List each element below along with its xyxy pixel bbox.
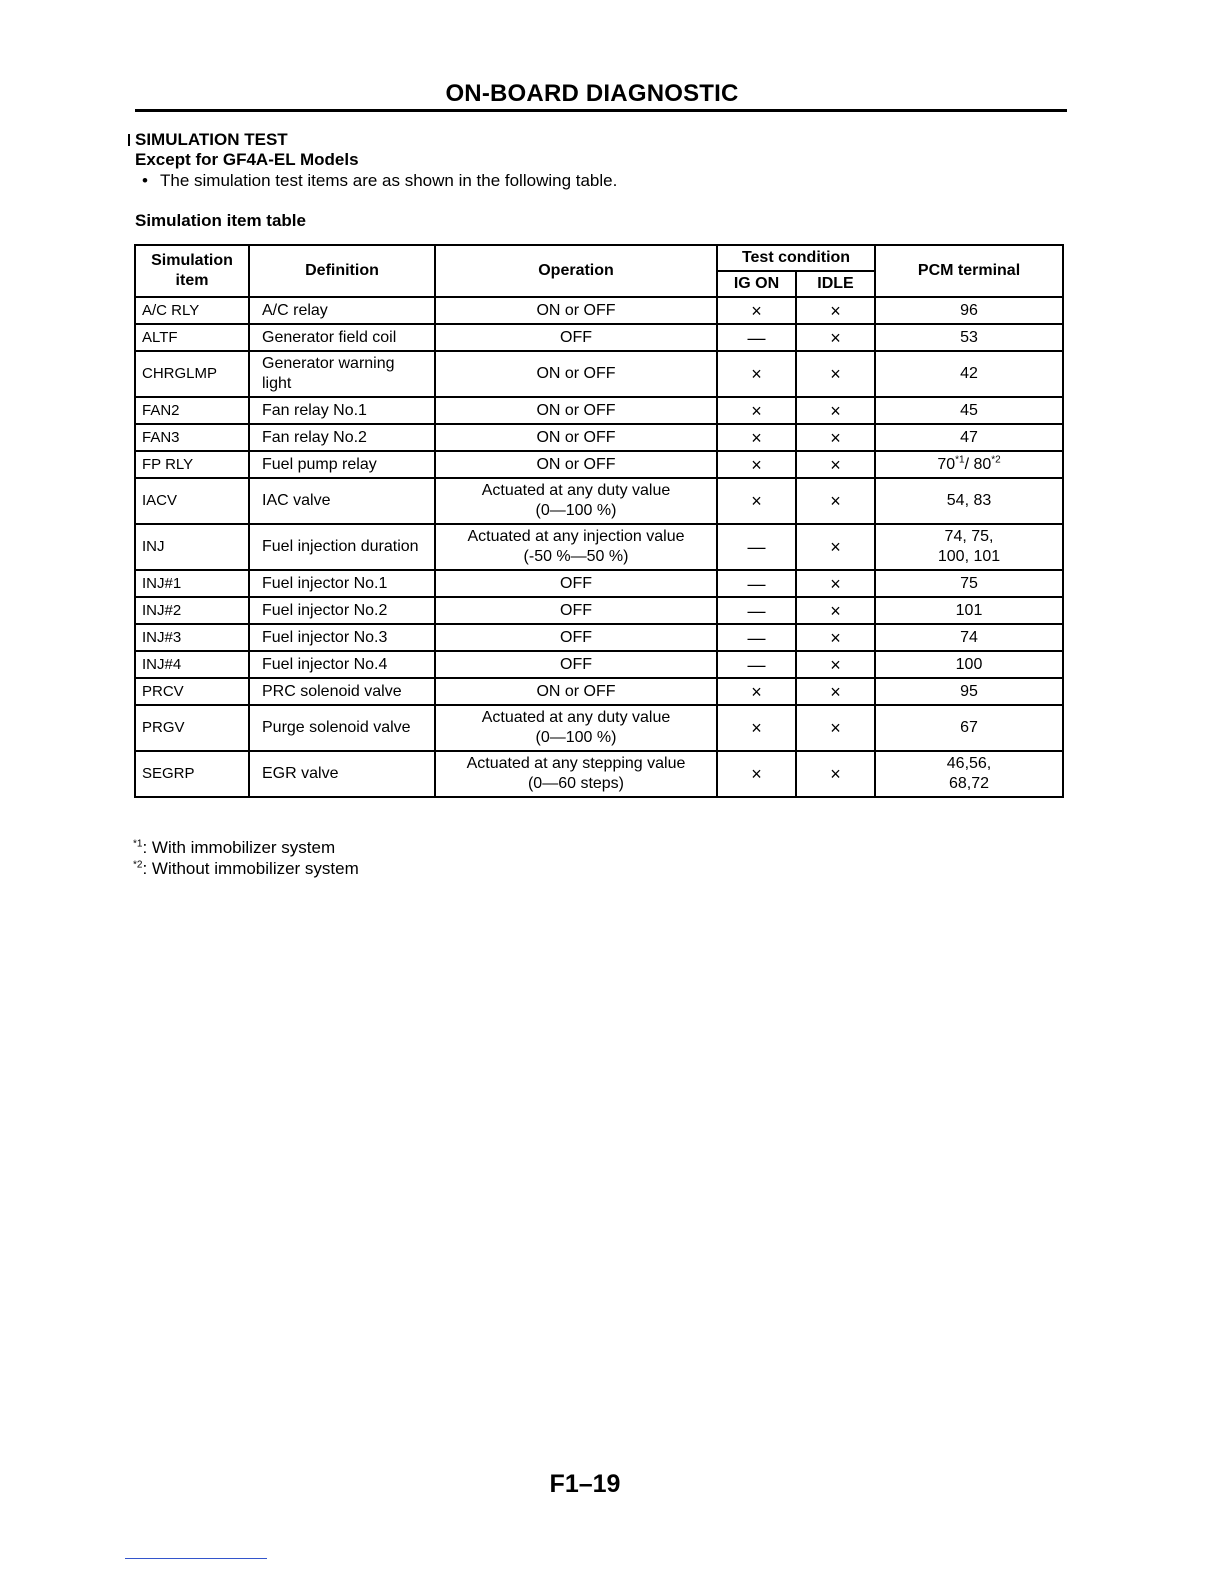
header-test-condition: Test condition bbox=[717, 245, 875, 271]
cell-idle: × bbox=[796, 705, 875, 751]
header-ig-on: IG ON bbox=[717, 271, 796, 297]
cell-item: PRGV bbox=[135, 705, 249, 751]
cell-operation: ON or OFF bbox=[435, 397, 717, 424]
footnote-text: : With immobilizer system bbox=[142, 838, 336, 857]
cell-idle: × bbox=[796, 397, 875, 424]
cell-pcm-terminal: 67 bbox=[875, 705, 1063, 751]
cell-ig-on: — bbox=[717, 324, 796, 351]
cell-idle: × bbox=[796, 297, 875, 324]
bottom-rule bbox=[125, 1558, 267, 1559]
pcm-line-2: 100, 101 bbox=[937, 548, 1001, 565]
operation-line-2: (0—100 %) bbox=[535, 729, 617, 746]
cell-operation bbox=[435, 705, 717, 751]
cell-idle: × bbox=[796, 478, 875, 524]
cell-operation bbox=[435, 478, 717, 524]
cell-definition: Generator field coil bbox=[249, 324, 435, 351]
section-marker bbox=[128, 134, 130, 146]
footnote-2 bbox=[133, 858, 359, 879]
cell-operation: OFF bbox=[435, 570, 717, 597]
footnote-text: : Without immobilizer system bbox=[142, 859, 359, 878]
cell-operation: OFF bbox=[435, 324, 717, 351]
cell-item: FAN2 bbox=[135, 397, 249, 424]
cell-pcm-terminal: 100 bbox=[875, 651, 1063, 678]
cell-ig-on: — bbox=[717, 570, 796, 597]
table-row bbox=[135, 705, 1063, 751]
cell-definition: IAC valve bbox=[249, 478, 435, 524]
cell-pcm-terminal: 45 bbox=[875, 397, 1063, 424]
table-row bbox=[135, 751, 1063, 797]
page-number: F1–19 bbox=[549, 1470, 621, 1498]
cell-idle: × bbox=[796, 751, 875, 797]
table-row bbox=[135, 478, 1063, 524]
cell-idle: × bbox=[796, 424, 875, 451]
cell-operation: OFF bbox=[435, 651, 717, 678]
footnote-1 bbox=[133, 837, 359, 858]
pcm-line-1: 46,56, bbox=[946, 755, 992, 772]
section-subheading: Except for GF4A-EL Models bbox=[135, 150, 359, 169]
operation-line-2: (0—60 steps) bbox=[527, 775, 625, 792]
table-row bbox=[135, 351, 1063, 397]
cell-item: INJ bbox=[135, 524, 249, 570]
cell-definition: Purge solenoid valve bbox=[249, 705, 435, 751]
footnote-mark: *1 bbox=[133, 838, 143, 850]
cell-operation: ON or OFF bbox=[435, 297, 717, 324]
pcm-value-b: 80 bbox=[973, 455, 992, 473]
cell-operation bbox=[435, 751, 717, 797]
pcm-line-1: 74, 75, bbox=[944, 528, 994, 545]
cell-pcm-terminal bbox=[875, 451, 1063, 478]
pcm-separator: / bbox=[964, 455, 974, 473]
simulation-item-table bbox=[134, 244, 1064, 798]
table-row bbox=[135, 524, 1063, 570]
cell-pcm-terminal bbox=[875, 524, 1063, 570]
cell-item: INJ#2 bbox=[135, 597, 249, 624]
page-title: ON-BOARD DIAGNOSTIC bbox=[445, 80, 739, 107]
table-row bbox=[135, 651, 1063, 678]
cell-item: INJ#3 bbox=[135, 624, 249, 651]
cell-pcm-terminal: 74 bbox=[875, 624, 1063, 651]
table-caption: Simulation item table bbox=[135, 211, 306, 230]
cell-pcm-terminal: 101 bbox=[875, 597, 1063, 624]
cell-pcm-terminal: 96 bbox=[875, 297, 1063, 324]
table-row bbox=[135, 624, 1063, 651]
operation-line-1: Actuated at any duty value bbox=[481, 709, 671, 726]
cell-idle: × bbox=[796, 324, 875, 351]
cell-ig-on: × bbox=[717, 351, 796, 397]
cell-idle: × bbox=[796, 524, 875, 570]
cell-operation: ON or OFF bbox=[435, 424, 717, 451]
cell-item: SEGRP bbox=[135, 751, 249, 797]
cell-operation: ON or OFF bbox=[435, 678, 717, 705]
table-row bbox=[135, 397, 1063, 424]
cell-idle: × bbox=[796, 570, 875, 597]
cell-pcm-terminal: 47 bbox=[875, 424, 1063, 451]
cell-definition: Fan relay No.2 bbox=[249, 424, 435, 451]
cell-ig-on: — bbox=[717, 651, 796, 678]
cell-operation: OFF bbox=[435, 597, 717, 624]
cell-definition: Fuel injector No.1 bbox=[249, 570, 435, 597]
operation-line-1: Actuated at any stepping value bbox=[466, 755, 686, 772]
cell-idle: × bbox=[796, 351, 875, 397]
cell-operation: ON or OFF bbox=[435, 351, 717, 397]
header-simulation-item: Simulation item bbox=[135, 245, 249, 297]
cell-ig-on: × bbox=[717, 678, 796, 705]
table-row bbox=[135, 678, 1063, 705]
cell-definition: EGR valve bbox=[249, 751, 435, 797]
bullet-item bbox=[142, 171, 617, 191]
cell-ig-on: — bbox=[717, 524, 796, 570]
header-idle: IDLE bbox=[796, 271, 875, 297]
cell-item: ALTF bbox=[135, 324, 249, 351]
operation-line-2: (-50 %—50 %) bbox=[523, 548, 629, 565]
cell-ig-on: × bbox=[717, 451, 796, 478]
cell-pcm-terminal: 75 bbox=[875, 570, 1063, 597]
cell-pcm-terminal: 95 bbox=[875, 678, 1063, 705]
cell-definition: Fuel pump relay bbox=[249, 451, 435, 478]
cell-definition: Fuel injector No.3 bbox=[249, 624, 435, 651]
operation-line-1: Actuated at any injection value bbox=[467, 528, 685, 545]
cell-idle: × bbox=[796, 678, 875, 705]
cell-definition: Fuel injector No.4 bbox=[249, 651, 435, 678]
table-header-row bbox=[135, 245, 1063, 271]
cell-operation bbox=[435, 524, 717, 570]
cell-operation: ON or OFF bbox=[435, 451, 717, 478]
cell-item: PRCV bbox=[135, 678, 249, 705]
cell-operation: OFF bbox=[435, 624, 717, 651]
bullet-text: The simulation test items are as shown in the following table. bbox=[160, 171, 618, 190]
cell-ig-on: × bbox=[717, 705, 796, 751]
bullet-icon: • bbox=[142, 171, 148, 190]
header-operation: Operation bbox=[435, 245, 717, 297]
cell-idle: × bbox=[796, 451, 875, 478]
footnotes bbox=[133, 837, 359, 879]
cell-ig-on: × bbox=[717, 424, 796, 451]
cell-ig-on: × bbox=[717, 751, 796, 797]
cell-pcm-terminal: 53 bbox=[875, 324, 1063, 351]
cell-pcm-terminal: 54, 83 bbox=[875, 478, 1063, 524]
cell-definition: Fan relay No.1 bbox=[249, 397, 435, 424]
footnote-mark: *2 bbox=[133, 859, 143, 871]
table-row bbox=[135, 451, 1063, 478]
cell-definition: Generator warning light bbox=[249, 351, 435, 397]
cell-idle: × bbox=[796, 651, 875, 678]
cell-definition: Fuel injector No.2 bbox=[249, 597, 435, 624]
cell-ig-on: — bbox=[717, 624, 796, 651]
cell-definition: A/C relay bbox=[249, 297, 435, 324]
table-row bbox=[135, 570, 1063, 597]
table-row bbox=[135, 297, 1063, 324]
cell-ig-on: × bbox=[717, 297, 796, 324]
cell-ig-on: × bbox=[717, 478, 796, 524]
cell-item: A/C RLY bbox=[135, 297, 249, 324]
cell-idle: × bbox=[796, 597, 875, 624]
cell-pcm-terminal bbox=[875, 751, 1063, 797]
pcm-value-a: 70 bbox=[937, 455, 956, 473]
footnote-ref-2: *2 bbox=[991, 454, 1001, 466]
footnote-ref-1: *1 bbox=[955, 454, 965, 466]
operation-line-2: (0—100 %) bbox=[535, 502, 617, 519]
cell-pcm-terminal: 42 bbox=[875, 351, 1063, 397]
section-heading: SIMULATION TEST bbox=[135, 130, 288, 149]
title-rule bbox=[135, 109, 1067, 112]
cell-item: IACV bbox=[135, 478, 249, 524]
cell-item: FAN3 bbox=[135, 424, 249, 451]
cell-idle: × bbox=[796, 624, 875, 651]
header-definition: Definition bbox=[249, 245, 435, 297]
operation-line-1: Actuated at any duty value bbox=[481, 482, 671, 499]
cell-ig-on: — bbox=[717, 597, 796, 624]
table-row bbox=[135, 424, 1063, 451]
cell-item: INJ#1 bbox=[135, 570, 249, 597]
cell-item: FP RLY bbox=[135, 451, 249, 478]
cell-definition: Fuel injection duration bbox=[249, 524, 435, 570]
header-pcm-terminal: PCM terminal bbox=[875, 245, 1063, 297]
cell-item: INJ#4 bbox=[135, 651, 249, 678]
table-row bbox=[135, 324, 1063, 351]
pcm-line-2: 68,72 bbox=[948, 775, 990, 792]
cell-definition: PRC solenoid valve bbox=[249, 678, 435, 705]
cell-ig-on: × bbox=[717, 397, 796, 424]
cell-item: CHRGLMP bbox=[135, 351, 249, 397]
table-row bbox=[135, 597, 1063, 624]
